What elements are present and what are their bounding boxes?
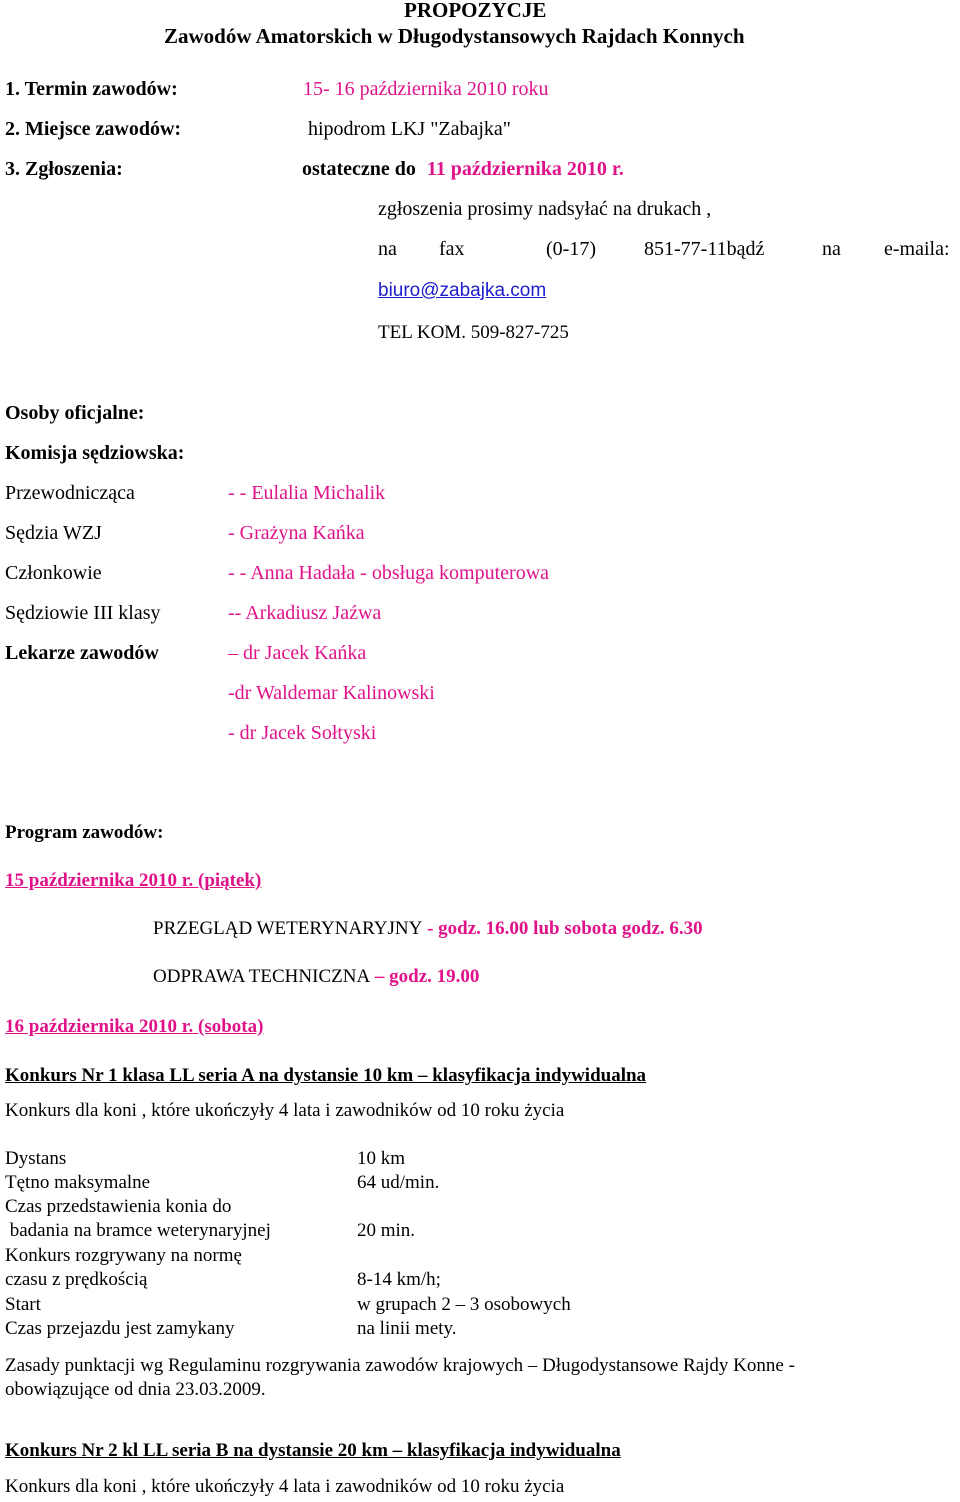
official-name: -- Arkadiusz Jaźwa	[228, 602, 382, 624]
technical-briefing-label: ODPRAWA TECHNICZNA	[153, 966, 371, 987]
param-value: 20 min.	[357, 1220, 416, 1241]
contest1-eligibility: Konkurs dla koni , które ukończyły 4 lata i zawodników od 10 roku życia	[5, 1100, 565, 1121]
registration-label: 3. Zgłoszenia:	[5, 158, 123, 180]
param-label: czasu z prędkością	[5, 1269, 148, 1290]
vet-inspection	[153, 918, 703, 940]
judges-heading: Komisja sędziowska:	[5, 442, 185, 464]
official-role: Sędzia WZJ	[5, 522, 102, 544]
param-value: 10 km	[357, 1148, 406, 1169]
registration-deadline: 11 października 2010 r.	[426, 158, 624, 180]
day1-heading: 15 października 2010 r. (piątek)	[5, 870, 262, 891]
document-title: PROPOZYCJE	[404, 0, 547, 22]
place-value: hipodrom LKJ "Zabajka"	[308, 118, 511, 140]
param-label: Start	[5, 1294, 41, 1315]
program-heading: Program zawodów:	[5, 822, 164, 843]
technical-briefing-time: – godz. 19.00	[370, 966, 480, 987]
officials-heading: Osoby oficjalne:	[5, 402, 145, 424]
technical-briefing	[153, 966, 479, 988]
param-label: Tętno maksymalne	[5, 1172, 151, 1193]
param-label: Konkurs rozgrywany na normę	[5, 1245, 242, 1266]
document-subtitle: Zawodów Amatorskich w Długodystansowych Rajdach Konnych	[164, 24, 745, 48]
param-value: 64 ud/min.	[357, 1172, 440, 1193]
fax-word-5: na	[822, 238, 841, 260]
official-role: Sędziowie III klasy	[5, 602, 161, 624]
param-value: na linii mety.	[357, 1318, 457, 1339]
param-label: Czas przejazdu jest zamykany	[5, 1318, 235, 1339]
official-role: Przewodnicząca	[5, 482, 135, 504]
place-label: 2. Miejsce zawodów:	[5, 118, 182, 140]
official-name: - Grażyna Kańka	[228, 522, 365, 544]
fax-word-2: fax	[439, 238, 465, 260]
doctor-name: – dr Jacek Kańka	[228, 642, 367, 664]
fax-word-3: (0-17)	[546, 238, 596, 260]
param-value: 8-14 km/h;	[357, 1269, 441, 1290]
phone-number: TEL KOM. 509-827-725	[378, 322, 569, 343]
vet-inspection-time: - godz. 16.00 lub sobota godz. 6.30	[422, 918, 703, 939]
param-label: badania na bramce weterynaryjnej	[5, 1220, 271, 1241]
email-link[interactable]: biuro@zabajka.com	[378, 280, 547, 301]
term-label: 1. Termin zawodów:	[5, 78, 178, 100]
fax-word-6: e-maila:	[884, 238, 950, 260]
contest2-eligibility: Konkurs dla koni , które ukończyły 4 lata i zawodników od 10 roku życia	[5, 1476, 565, 1497]
registration-note: zgłoszenia prosimy nadsyłać na drukach ,	[378, 198, 712, 220]
scoring-rules: Zasady punktacji wg Regulaminu rozgrywania zawodów krajowych – Długodystansowe Rajdy Konne -	[5, 1355, 795, 1376]
official-name: - - Anna Hadała - obsługa komputerowa	[228, 562, 550, 584]
term-value: 15- 16 października 2010 roku	[303, 78, 549, 100]
doctor-name: -dr Waldemar Kalinowski	[228, 682, 435, 704]
contest2-title: Konkurs Nr 2 kl LL seria B na dystansie 20 km – klasyfikacja indywidualna	[5, 1440, 621, 1461]
fax-word-1: na	[378, 238, 397, 260]
scoring-rules-date: obowiązujące od dnia 23.03.2009.	[5, 1379, 266, 1400]
contest1-title: Konkurs Nr 1 klasa LL seria A na dystansie 10 km – klasyfikacja indywidualna	[5, 1065, 647, 1086]
param-label: Czas przedstawienia konia do	[5, 1196, 232, 1217]
official-role: Członkowie	[5, 562, 102, 584]
official-name: - - Eulalia Michalik	[228, 482, 386, 504]
registration-prefix: ostateczne do	[302, 158, 416, 180]
doctors-label: Lekarze zawodów	[5, 642, 159, 664]
param-value: w grupach 2 – 3 osobowych	[357, 1294, 571, 1315]
doctor-name: - dr Jacek Sołtyski	[228, 722, 377, 744]
registration-value	[302, 158, 624, 181]
fax-word-4: 851-77-11bądź	[644, 238, 765, 260]
vet-inspection-label: PRZEGLĄD WETERYNARYJNY	[153, 918, 423, 939]
param-label: Dystans	[5, 1148, 67, 1169]
day2-heading: 16 października 2010 r. (sobota)	[5, 1016, 264, 1037]
